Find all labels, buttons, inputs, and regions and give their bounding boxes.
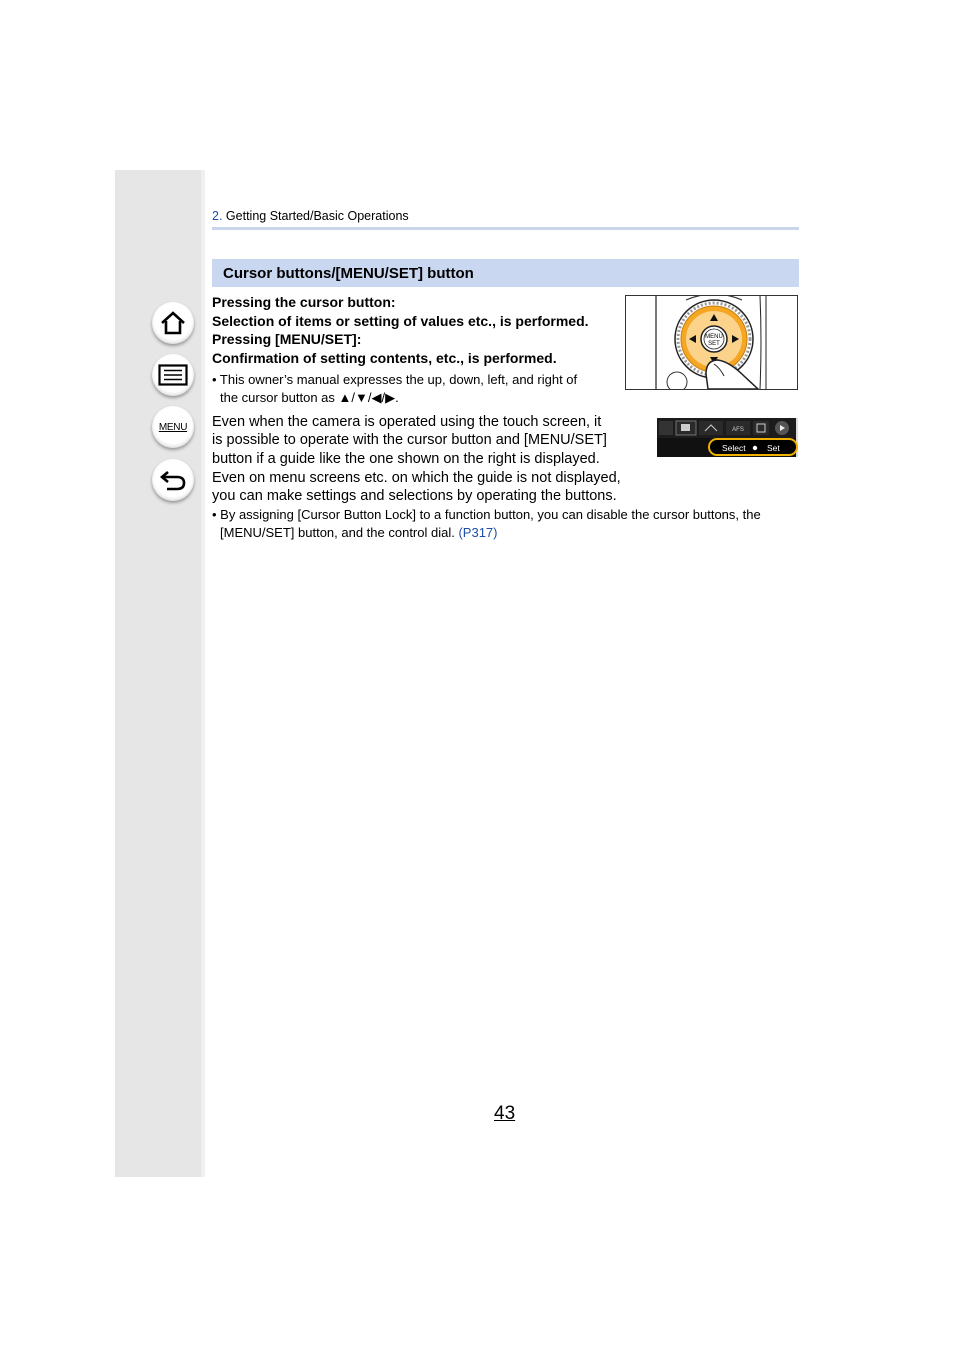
screen-guide-illustration (657, 418, 798, 457)
afs-tab-label: AFS (732, 427, 744, 433)
body-text: Even when the camera is operated using the touch screen, it (212, 414, 602, 430)
chapter-number: 2. (212, 209, 223, 223)
instruction-line: Confirmation of setting contents, etc., is performed. (212, 350, 557, 366)
chapter-title: Getting Started/Basic Operations (225, 209, 409, 223)
home-button[interactable] (152, 302, 194, 344)
note-text (220, 525, 498, 540)
contents-list-icon (158, 364, 188, 386)
instruction-line: Selection of items or setting of values etc., is performed. (212, 313, 589, 329)
contents-button[interactable] (152, 354, 194, 396)
page-link[interactable]: (P317) (458, 525, 498, 540)
breadcrumb (212, 209, 409, 223)
cursor-button-illustration (625, 295, 798, 390)
instruction-line: Pressing the cursor button: (212, 294, 396, 310)
body-text: you can make settings and selections by operating the buttons. (212, 488, 617, 504)
menu-set-label-top: MENU (705, 334, 723, 340)
back-arrow-icon (159, 468, 187, 492)
section-title: Cursor buttons/[MENU/SET] button (223, 264, 474, 282)
sidebar-edge (201, 170, 205, 1177)
back-button[interactable] (152, 459, 194, 501)
screen-guide-graphic (657, 418, 798, 457)
page-number: 43 (494, 1103, 516, 1124)
menu-icon: MENU (158, 421, 188, 433)
instruction-line: Pressing [MENU/SET]: (212, 331, 362, 347)
body-text: button if a guide like the one shown on the right is displayed. (212, 451, 600, 467)
note-text: the cursor button as ▲/▼/◀/▶. (220, 390, 399, 405)
cursor-dial-icon (626, 296, 797, 389)
note-text-body: [MENU/SET] button, and the control dial. (220, 525, 455, 540)
note-text: • This owner’s manual expresses the up, down, left, and right of (212, 372, 578, 387)
menu-set-label-bottom: SET (708, 341, 720, 347)
note-text: • By assigning [Cursor Button Lock] to a function button, you can disable the cursor buttons, the (212, 507, 761, 522)
guide-select-label: Select (722, 443, 746, 453)
section-heading (212, 259, 799, 287)
menu-button[interactable] (152, 406, 194, 448)
body-text: is possible to operate with the cursor button and [MENU/SET] (212, 432, 607, 448)
header-rule (212, 227, 799, 230)
body-text: Even on menu screens etc. on which the guide is not displayed, (212, 470, 621, 486)
guide-set-label: Set (767, 443, 780, 453)
home-icon (159, 310, 187, 336)
